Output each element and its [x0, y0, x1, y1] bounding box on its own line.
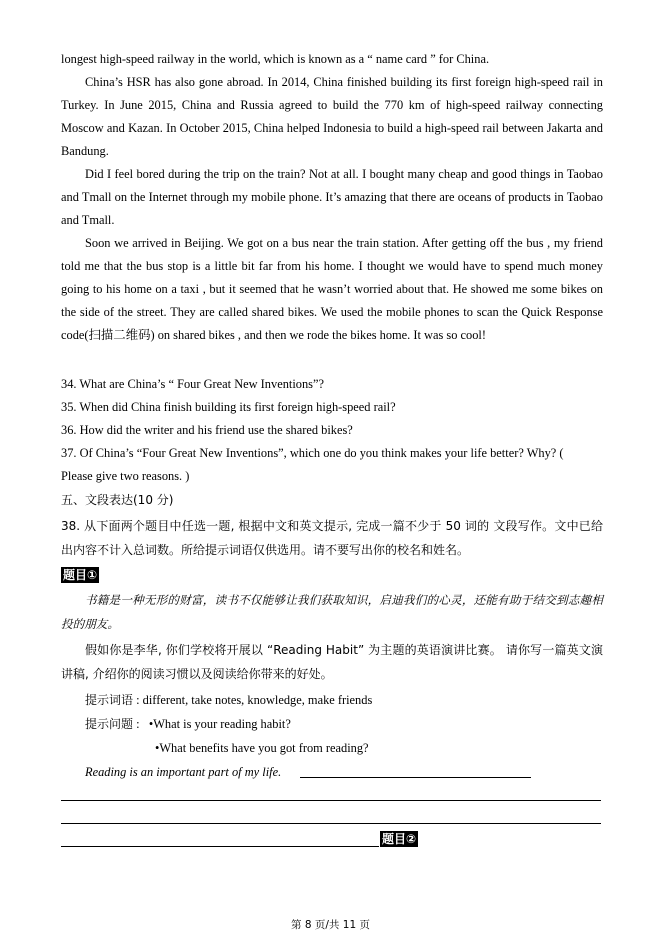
answer-line-3: [61, 846, 379, 847]
hint-words-line: [85, 689, 605, 712]
question-37-line2: Please give two reasons. ): [61, 469, 190, 483]
topic1-badge-wrap: [61, 566, 99, 584]
answer-line-2: [61, 823, 601, 824]
topic1-quote: 书籍是一种无形的财富，读书不仅能够让我们获取知识，启迪我们的心灵，还能有助于结交到志趣相投的朋友。: [61, 593, 603, 631]
answer-line-starter: [300, 777, 531, 778]
section-heading: 五、文段表达(10 分): [61, 493, 174, 507]
passage-paragraph-beijing: Soon we arrived in Beijing. We got on a bus near the train station. After getting off the bus , my friend told me that the bus stop is a little bit far from his home. I thought we would have to spend much money going to his home on a taxi , but it seemed that he wasn’t worried about that. He showed me some bikes on the side of the street. They are called shared bikes. We used the mobile phones to scan the Quick Response code(扫描二维码) on shared bikes , and then we rode the bikes home. It was so cool!: [61, 236, 603, 342]
passage-paragraph-bored: Did I feel bored during the trip on the train? Not at all. I bought many cheap and good things in Taobao and Tmall on the Internet through my mobile phone. It’s amazing that there are oceans of products in Taobao and Tmall.: [61, 167, 603, 227]
question-35: 35. When did China finish building its first foreign high-speed rail?: [61, 400, 396, 414]
question-37-line1: 37. Of China’s “Four Great New Inventions”, which one do you think makes your life better? Why? (: [61, 446, 564, 460]
hint-question-1: : •What is your reading habit?: [136, 717, 291, 731]
page-number: 第 8 页/共 11 页: [291, 919, 370, 931]
passage-paragraph-abroad: China’s HSR has also gone abroad. In 2014, China finished building its first foreign high-speed rail in Turkey. In June 2015, China and Russia agreed to build the 770 km of high-speed railway connecting Moscow and Kazan. In October 2015, China helped Indonesia to build a high-speed rail between Jakarta and Bandung.: [61, 75, 603, 158]
topic2-badge: 题目②: [382, 832, 417, 846]
topic2-badge-wrap: [380, 830, 418, 848]
question-34: 34. What are China’s “ Four Great New Inventions”?: [61, 377, 324, 391]
hint-questions-label: 提示问题: [85, 717, 134, 731]
writing-instruction: 38. 从下面两个题目中任选一题, 根据中文和英文提示, 完成一篇不少于 50 词的 文段写作。文中已给出内容不计入总词数。所给提示词语仅供选用。请不要写出你的校名和姓名。: [61, 519, 603, 557]
answer-line-1: [61, 800, 601, 801]
topic1-badge: 题目①: [63, 568, 98, 582]
passage-line-first: longest high-speed railway in the world, which is known as a “ name card ” for China.: [61, 52, 490, 66]
hint-question-line1: [85, 713, 605, 736]
question-36: 36. How did the writer and his friend use the shared bikes?: [61, 423, 353, 437]
writing-starter: Reading is an important part of my life.: [85, 765, 282, 779]
hint-question-2: •What benefits have you got from reading?: [155, 741, 369, 755]
hint-words: : different, take notes, knowledge, make friends: [136, 693, 373, 707]
topic1-task: 假如你是李华, 你们学校将开展以 “Reading Habit” 为主题的英语演讲比赛。 请你写一篇英文演讲稿, 介绍你的阅读习惯以及阅读给你带来的好处。: [61, 643, 603, 681]
hint-words-label: 提示词语: [85, 693, 134, 707]
